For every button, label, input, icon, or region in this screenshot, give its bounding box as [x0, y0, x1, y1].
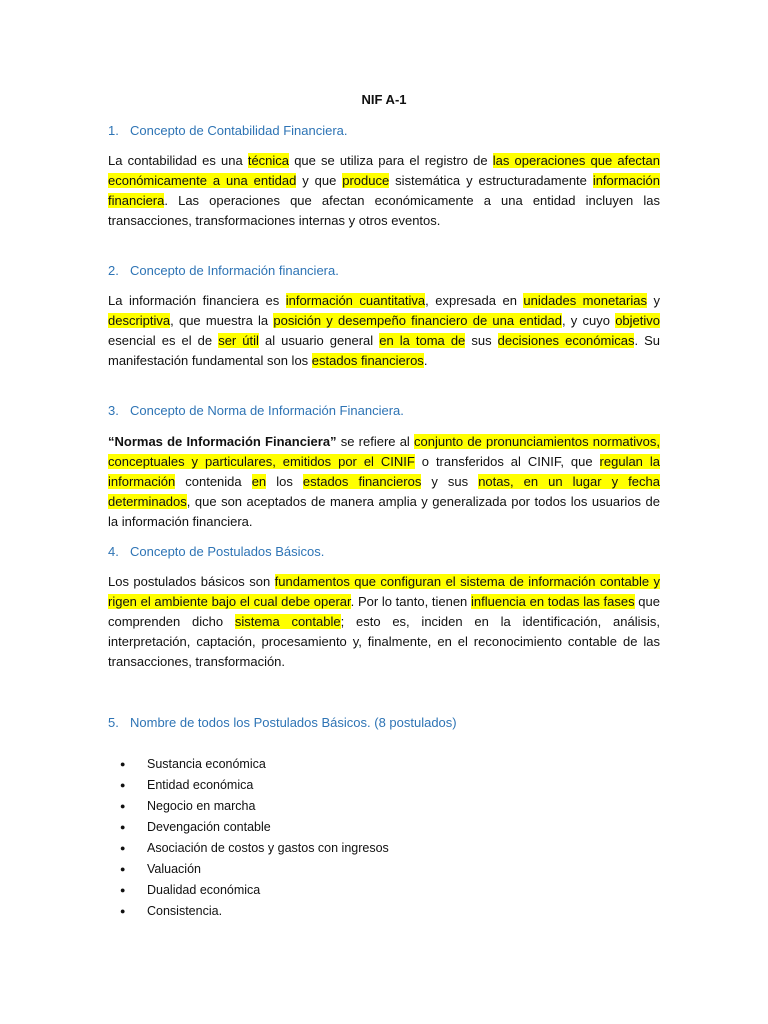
- highlighted-text: produce: [342, 173, 390, 188]
- highlighted-text: unidades monetarias: [523, 293, 647, 308]
- highlighted-text: fundamentos que configuran el sistema de información contable y rigen el ambiente bajo el cual debe operar: [108, 574, 661, 609]
- paragraph-text: contenida: [175, 474, 252, 489]
- list-item-text: Negocio en marcha: [147, 798, 256, 813]
- paragraph-text: que se utiliza para el registro de: [289, 153, 493, 168]
- list-item: [120, 795, 389, 816]
- list-item: [120, 774, 389, 795]
- highlighted-text: regulan la información: [108, 454, 660, 489]
- highlighted-text: en: [251, 474, 267, 489]
- highlighted-text: ser útil: [218, 333, 259, 348]
- paragraph-text: Los postulados básicos son: [108, 574, 275, 589]
- bullet-icon: ●: [120, 821, 126, 832]
- paragraph-text: se refiere al: [336, 434, 414, 449]
- list-item-text: Devengación contable: [147, 819, 271, 834]
- highlighted-text: en la toma de: [379, 333, 466, 348]
- paragraph-text: al usuario general: [258, 333, 380, 348]
- list-item-text: Sustancia económica: [147, 756, 266, 771]
- section-4-paragraph: [108, 572, 660, 672]
- list-item: [120, 879, 389, 900]
- section-4-heading: [108, 544, 324, 559]
- postulados-list: [120, 753, 389, 921]
- section-heading-text: Concepto de Norma de Información Financiera.: [130, 403, 404, 418]
- highlighted-text: información cuantitativa: [285, 293, 426, 308]
- section-1-heading: [108, 123, 348, 138]
- highlighted-text: posición y desempeño financiero de una entidad: [273, 313, 562, 328]
- highlighted-text: sistema contable: [234, 614, 341, 629]
- list-item: [120, 900, 389, 921]
- document-title: NIF A-1: [361, 92, 407, 107]
- bullet-icon: ●: [120, 842, 126, 853]
- highlighted-text: descriptiva: [108, 313, 171, 328]
- bullet-icon: ●: [120, 758, 126, 769]
- section-3-heading: [108, 403, 404, 418]
- list-item-text: Entidad económica: [147, 777, 254, 792]
- list-item: [120, 753, 389, 774]
- list-item: [120, 816, 389, 837]
- section-2-paragraph: [108, 291, 660, 371]
- paragraph-text: y sus: [421, 474, 479, 489]
- paragraph-text: .: [423, 353, 428, 368]
- paragraph-text: y que: [296, 173, 343, 188]
- highlighted-text: las operaciones que afectan económicamente a una entidad: [108, 153, 661, 188]
- paragraph-text: ; esto es, inciden en la identificación, análisis, interpretación, captación, procesamiento y, finalmente, en el reconocimiento contable de las transacciones, transformación.: [108, 614, 660, 669]
- highlighted-text: objetivo: [615, 313, 660, 328]
- highlighted-text: influencia en todas las fases: [470, 594, 635, 609]
- paragraph-text: que comprenden dicho: [108, 594, 660, 629]
- paragraph-text: los: [266, 474, 303, 489]
- section-number: 4.: [108, 544, 119, 559]
- paragraph-text: , y cuyo: [561, 313, 616, 328]
- section-heading-text: Concepto de Información financiera.: [130, 263, 339, 278]
- bullet-icon: ●: [120, 779, 126, 790]
- section-number: 5.: [108, 715, 119, 730]
- highlighted-text: información financiera: [108, 173, 661, 208]
- paragraph-text: . Por lo tanto, tienen: [350, 594, 471, 609]
- list-item-text: Asociación de costos y gastos con ingresos: [147, 840, 389, 855]
- section-3-paragraph: [108, 432, 660, 532]
- highlighted-text: estados financieros: [311, 353, 424, 368]
- list-item-text: Valuación: [147, 861, 201, 876]
- list-item-text: Dualidad económica: [147, 882, 261, 897]
- section-number: 2.: [108, 263, 119, 278]
- paragraph-text: . Su manifestación fundamental son los: [108, 333, 661, 368]
- paragraph-text: esencial es el de: [108, 333, 219, 348]
- section-heading-text: Nombre de todos los Postulados Básicos. (8 postulados): [130, 715, 457, 730]
- section-2-heading: [108, 263, 339, 278]
- highlighted-text: estados financieros: [302, 474, 422, 489]
- paragraph-text: La información financiera es: [108, 293, 286, 308]
- highlighted-text: conjunto de pronunciamientos normativos, conceptuales y particulares, emitidos por el CINIF: [108, 434, 660, 469]
- bullet-icon: ●: [120, 905, 126, 916]
- paragraph-text: , que muestra la: [170, 313, 274, 328]
- list-item: [120, 837, 389, 858]
- section-number: 3.: [108, 403, 119, 418]
- section-heading-text: Concepto de Contabilidad Financiera.: [130, 123, 348, 138]
- bullet-icon: ●: [120, 800, 126, 811]
- paragraph-text: . Las operaciones que afectan económicamente a una entidad incluyen las transacciones, transformaciones internas y otros eventos.: [108, 193, 660, 228]
- section-1-paragraph: [108, 151, 660, 231]
- paragraph-text: o transferidos al CINIF, que: [414, 454, 600, 469]
- list-item: [120, 858, 389, 879]
- paragraph-text: , que son aceptados de manera amplia y generalizada por todos los usuarios de la información financiera.: [108, 494, 660, 529]
- paragraph-text: La contabilidad es una: [108, 153, 248, 168]
- paragraph-text: sus: [465, 333, 498, 348]
- section-heading-text: Concepto de Postulados Básicos.: [130, 544, 325, 559]
- highlighted-text: decisiones económicas: [497, 333, 635, 348]
- section-number: 1.: [108, 123, 119, 138]
- paragraph-text: sistemática y estructuradamente: [389, 173, 593, 188]
- paragraph-text: , expresada en: [425, 293, 524, 308]
- bullet-icon: ●: [120, 884, 126, 895]
- bullet-icon: ●: [120, 863, 126, 874]
- section-5-heading: [108, 715, 457, 730]
- highlighted-text: técnica: [247, 153, 290, 168]
- highlighted-text: notas, en un lugar y fecha determinados: [108, 474, 660, 509]
- paragraph-text: y: [647, 293, 660, 308]
- bold-text: “Normas de Información Financiera”: [108, 434, 337, 449]
- list-item-text: Consistencia.: [147, 903, 223, 918]
